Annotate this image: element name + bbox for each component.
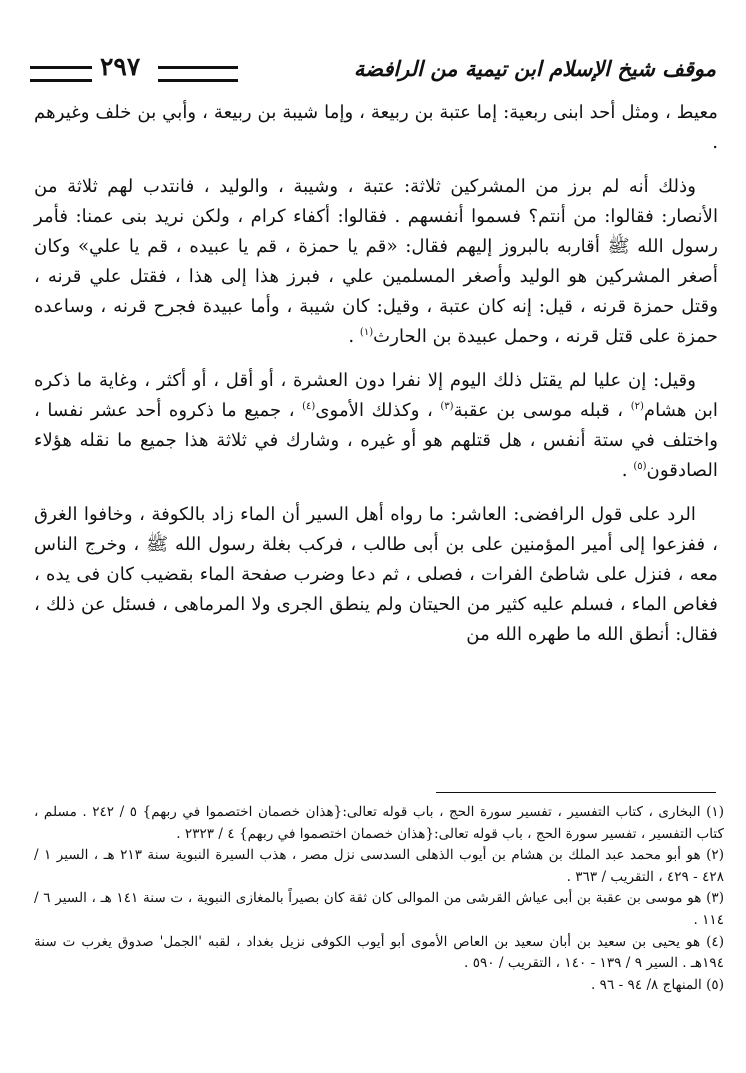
paragraph-text: ، وكذلك الأموى xyxy=(315,400,433,421)
footnote: (٢) هو أبو محمد عبد الملك بن هشام بن أيوب الذهلى السدسى نزل مصر ، هذب السيرة النبوية سنة ٢١٣ هـ ، السير ١ / ٤٢٨ - ٤٢٩ ، التقريب / ٣٦٣ . xyxy=(34,847,724,885)
running-header xyxy=(30,52,716,92)
paragraph-text: ، قبله موسى بن عقبة xyxy=(453,400,624,421)
paragraph-text: الرد على قول الرافضى: العاشر: ما رواه أهل السير أن الماء زاد بالكوفة ، وخافوا الغرق ، ففزعوا إلى أمير المؤمنين على بن أبى طالب ، فركب بغلة رسول الله ﷺ ، وخرج الناس معه ، فنزل على شاطئ الفرات ، فصلى ، ثم دعا وضرب صفحة الماء بقضيب كان فى يده ، فغاص الماء ، فسلم عليه كثير من الحيتان ولم ينطق الجرى ولا المرماهى ، فسئل عن ذلك ، فقال: أنطق الله ما طهره الله من xyxy=(34,504,718,645)
paragraph-text: ، جميع ما ذكروه أحد عشر نفسا ، واختلف في ستة أنفس ، هل قتلهم هو أو غيره ، وشارك في ثلاثة هذا جميع ما نقله هؤلاء الصادقون xyxy=(34,400,718,481)
main-text xyxy=(34,98,718,664)
paragraph-end: . xyxy=(348,326,355,347)
header-double-rule-short xyxy=(30,66,92,82)
paragraph-text: وقيل: إن عليا لم يقتل ذلك اليوم إلا نفرا دون العشرة ، أو أقل ، أو أكثر ، وغاية ما ذكره ابن هشام xyxy=(34,370,718,421)
footnote-mark: (٤) xyxy=(302,400,316,412)
page-number: ٢٩٧ xyxy=(100,52,141,81)
footnotes xyxy=(34,802,724,996)
paragraph xyxy=(34,98,718,158)
paragraph-text: وذلك أنه لم برز من المشركين ثلاثة: عتبة ، وشيبة ، والوليد ، فانتدب لهم ثلاثة من الأنصار: فقالوا: من أنتم؟ فسموا أنفسهم . فقالوا: أكفاء كرام ، ولكن نريد بنى عمنا: فأمر رسول الله ﷺ أقاربه بالبروز إليهم فقال: «قم يا حمزة ، قم يا عبيده ، قم يا علي» وكان أصغر المشركين هو الوليد وأصغر المسلمين علي ، فبرز هذا إلى هذا ، فقتل علي قرنه ، وقتل حمزة قرنه ، قيل: إنه كان عتبة ، وقيل: كان شيبة ، وأما عبيدة فجرح قرنه ، وساعده حمزة على قتل قرنه ، وحمل عبيدة بن الحارث xyxy=(34,176,718,347)
header-double-rule xyxy=(158,66,238,82)
paragraph xyxy=(34,500,718,650)
footnote-mark: (٣) xyxy=(440,400,454,412)
running-title: موقف شيخ الإسلام ابن تيمية من الرافضة xyxy=(353,56,716,81)
paragraph xyxy=(34,172,718,352)
footnote: (٤) هو يحيى بن سعيد بن أبان سعيد بن العاص الأموى أبو أيوب الكوفى نزيل بغداد ، لقبه 'الجمل' صدوق يغرب ت سنة ١٩٤هـ . السير ٩ / ١٣٩ - ١٤٠ ، التقريب / ٥٩٠ . xyxy=(34,933,724,972)
footnote: (١) البخارى ، كتاب التفسير ، تفسير سورة الحج ، باب قوله تعالى:{هذان خصمان اختصموا في ربهم} ٥ / ٢٤٢ . مسلم ، كتاب التفسير ، تفسير سورة الحج ، باب قوله تعالى:{هذان خصمان اختصموا في ربهم} ٤ / ٢٣٢٣ . xyxy=(34,804,724,842)
footnote-mark: (٢) xyxy=(630,400,644,412)
footnote: (٥) المنهاج ٨/ ٩٤ - ٩٦ . xyxy=(591,976,724,993)
paragraph-end: . xyxy=(621,460,628,481)
footnote-separator xyxy=(436,792,716,793)
footnote-mark: (٥) xyxy=(633,460,647,472)
footnote: (٣) هو موسى بن عقبة بن أبى عياش القرشى من الموالى كان ثقة كان بصيراً بالمغازى النبوية ، ت سنة ١٤١ هـ ، السير ٦ / ١١٤ . xyxy=(34,890,724,928)
footnote-mark: (١) xyxy=(359,326,374,338)
paragraph-text: معيط ، ومثل أحد ابنى ربعية: إما عتبة بن ربيعة ، وإما شيبة بن ربيعة ، وأبي بن خلف وغيرهم . xyxy=(34,102,718,153)
paragraph xyxy=(34,366,718,486)
